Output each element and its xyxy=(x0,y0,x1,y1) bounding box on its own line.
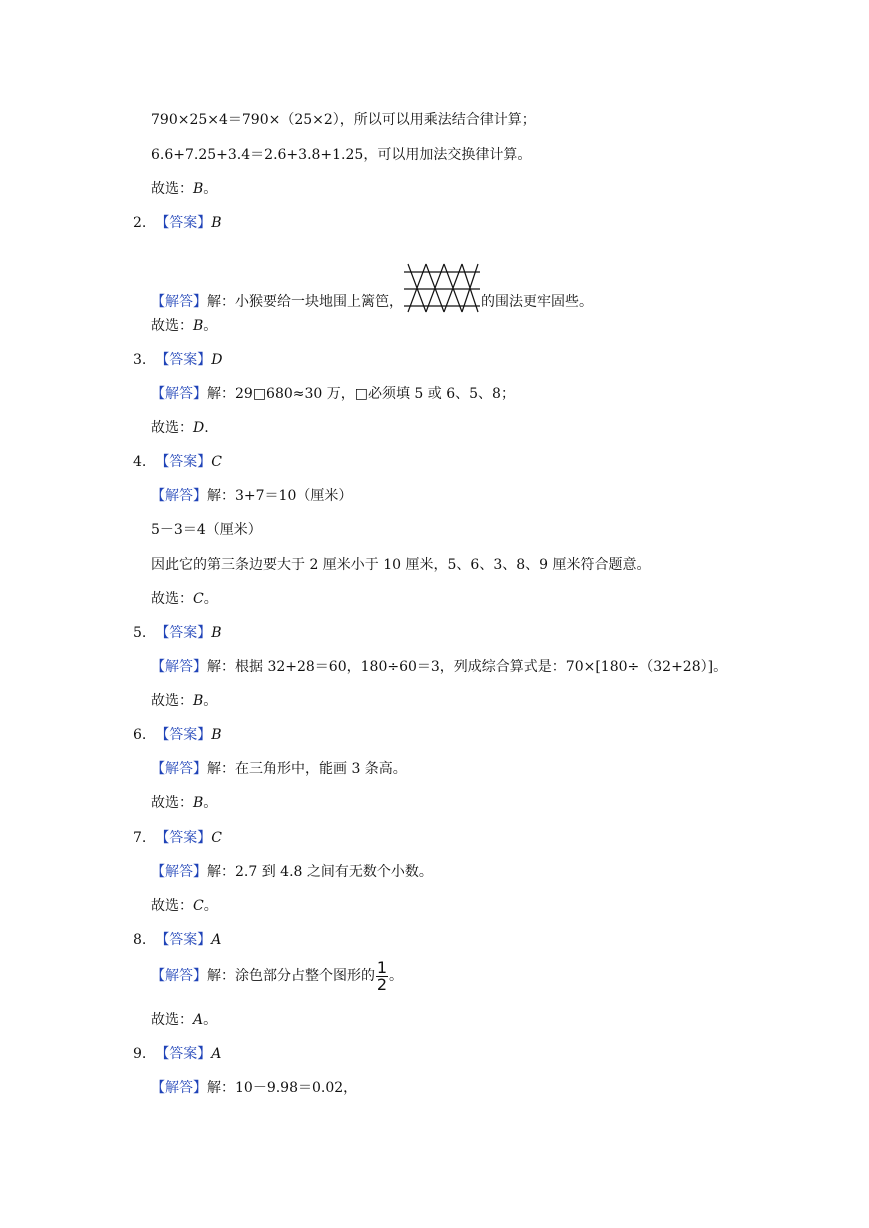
explain-label: 【解答】 xyxy=(151,386,207,402)
question-number: 3. xyxy=(133,352,147,368)
question-number: 7. xyxy=(133,830,147,846)
q4-explain-line xyxy=(151,486,352,506)
answer-letter: A xyxy=(211,932,222,948)
q5-explain-line xyxy=(151,657,727,677)
q8-explain-line xyxy=(151,958,403,994)
jie-label: 解： xyxy=(207,1080,235,1096)
q9-explain-line xyxy=(151,1078,357,1098)
fraction-numerator: 1 xyxy=(376,957,388,977)
explain-text-after: 的围法更牢固些。 xyxy=(481,294,593,310)
q7-choose xyxy=(151,896,218,916)
explain-text: 2.7 到 4.8 之间有无数个小数。 xyxy=(235,864,433,880)
choose-label: 故选： xyxy=(151,420,193,436)
q6-answer-line xyxy=(133,725,222,745)
choice-end: 。 xyxy=(203,318,218,334)
jie-label: 解： xyxy=(207,761,235,777)
q6-choose xyxy=(151,793,217,813)
q4-choose xyxy=(151,589,218,609)
answer-letter: B xyxy=(211,727,222,743)
choice-letter: A xyxy=(193,1012,204,1028)
choice-end: 。 xyxy=(203,181,218,197)
jie-label: 解： xyxy=(207,294,235,310)
answer-letter: B xyxy=(211,215,222,231)
answer-label: 【答案】 xyxy=(155,215,212,231)
explain-label: 【解答】 xyxy=(151,294,207,310)
choose-label: 故选： xyxy=(151,318,193,334)
jie-label: 解： xyxy=(207,488,235,504)
answer-label: 【答案】 xyxy=(155,727,212,743)
q6-explain-line xyxy=(151,759,407,779)
explain-label: 【解答】 xyxy=(151,659,207,675)
answer-letter: A xyxy=(211,1046,222,1062)
choice-letter: B xyxy=(193,693,204,709)
fence-icon xyxy=(404,262,480,314)
choose-label: 故选： xyxy=(151,591,193,607)
explain-text-before: 涂色部分占整个图形的 xyxy=(235,968,375,984)
q4-answer-line xyxy=(133,452,222,472)
choice-letter: D xyxy=(193,420,205,436)
choose-label: 故选： xyxy=(151,181,193,197)
explain-text: 10－9.98＝0.02， xyxy=(235,1080,358,1096)
fraction-denominator: 2 xyxy=(376,974,388,994)
jie-label: 解： xyxy=(207,864,235,880)
q3-answer-line xyxy=(133,350,223,370)
q2-answer-line xyxy=(133,213,222,233)
choice-letter: B xyxy=(193,181,204,197)
explain-label: 【解答】 xyxy=(151,1080,207,1096)
jie-label: 解： xyxy=(207,968,235,984)
q2-explain-line xyxy=(151,276,593,328)
q1-line-2: 6.6+7.25+3.4＝2.6+3.8+1.25，可以用加法交换律计算。 xyxy=(151,147,532,163)
question-number: 6. xyxy=(133,727,147,743)
explain-label: 【解答】 xyxy=(151,488,207,504)
choose-label: 故选： xyxy=(151,1012,193,1028)
explain-label: 【解答】 xyxy=(151,761,207,777)
explain-label: 【解答】 xyxy=(151,968,207,984)
jie-label: 解： xyxy=(207,659,235,675)
answer-label: 【答案】 xyxy=(155,625,212,641)
answer-letter: C xyxy=(211,454,222,470)
answer-letter: C xyxy=(211,830,222,846)
q9-answer-line xyxy=(133,1044,221,1064)
q8-answer-line xyxy=(133,930,221,950)
choose-label: 故选： xyxy=(151,898,193,914)
explain-text-before: 小猴要给一块地围上篱笆， xyxy=(235,294,403,310)
question-number: 9. xyxy=(133,1046,147,1062)
choice-letter: C xyxy=(193,591,204,607)
answer-letter: D xyxy=(211,352,223,368)
explain-text: 根据 32+28＝60，180÷60＝3，列成综合算式是：70×[180÷（32+28）]。 xyxy=(235,659,728,675)
q5-choose xyxy=(151,691,217,711)
explain-text-after: 。 xyxy=(389,968,403,984)
answer-label: 【答案】 xyxy=(155,352,212,368)
q8-choose xyxy=(151,1010,217,1030)
q4-line-3: 因此它的第三条边要大于 2 厘米小于 10 厘米，5、6、3、8、9 厘米符合题意。 xyxy=(151,557,651,573)
choice-end: 。 xyxy=(203,795,218,811)
q2-choose xyxy=(151,316,217,336)
jie-label: 解： xyxy=(207,386,235,402)
q7-answer-line xyxy=(133,828,222,848)
choice-end: 。 xyxy=(203,898,218,914)
choice-letter: C xyxy=(193,898,204,914)
question-number: 5. xyxy=(133,625,147,641)
choice-letter: B xyxy=(193,795,204,811)
q1-line-1: 790×25×4＝790×（25×2），所以可以用乘法结合律计算； xyxy=(151,112,536,128)
fraction-one-half xyxy=(376,957,388,994)
q3-choose xyxy=(151,418,209,438)
choice-end: . xyxy=(204,420,209,436)
explain-text: 3+7＝10（厘米） xyxy=(235,488,353,504)
answer-label: 【答案】 xyxy=(155,1046,212,1062)
q4-line-2: 5－3＝4（厘米） xyxy=(151,522,262,538)
q3-explain-line xyxy=(151,384,515,404)
explain-text: 在三角形中，能画 3 条高。 xyxy=(235,761,407,777)
choose-label: 故选： xyxy=(151,693,193,709)
answer-label: 【答案】 xyxy=(155,454,212,470)
q7-explain-line xyxy=(151,862,433,882)
choose-label: 故选： xyxy=(151,795,193,811)
explain-text: 29□680≈30 万，□必须填 5 或 6、5、8； xyxy=(235,386,515,402)
q1-choose xyxy=(151,179,217,199)
question-number: 2. xyxy=(133,215,147,231)
choice-end: 。 xyxy=(203,1012,218,1028)
choice-end: 。 xyxy=(203,591,218,607)
choice-end: 。 xyxy=(203,693,218,709)
answer-label: 【答案】 xyxy=(155,932,212,948)
choice-letter: B xyxy=(193,318,204,334)
q5-answer-line xyxy=(133,623,222,643)
answer-letter: B xyxy=(211,625,222,641)
explain-label: 【解答】 xyxy=(151,864,207,880)
question-number: 4. xyxy=(133,454,147,470)
answer-label: 【答案】 xyxy=(155,830,212,846)
question-number: 8. xyxy=(133,932,147,948)
